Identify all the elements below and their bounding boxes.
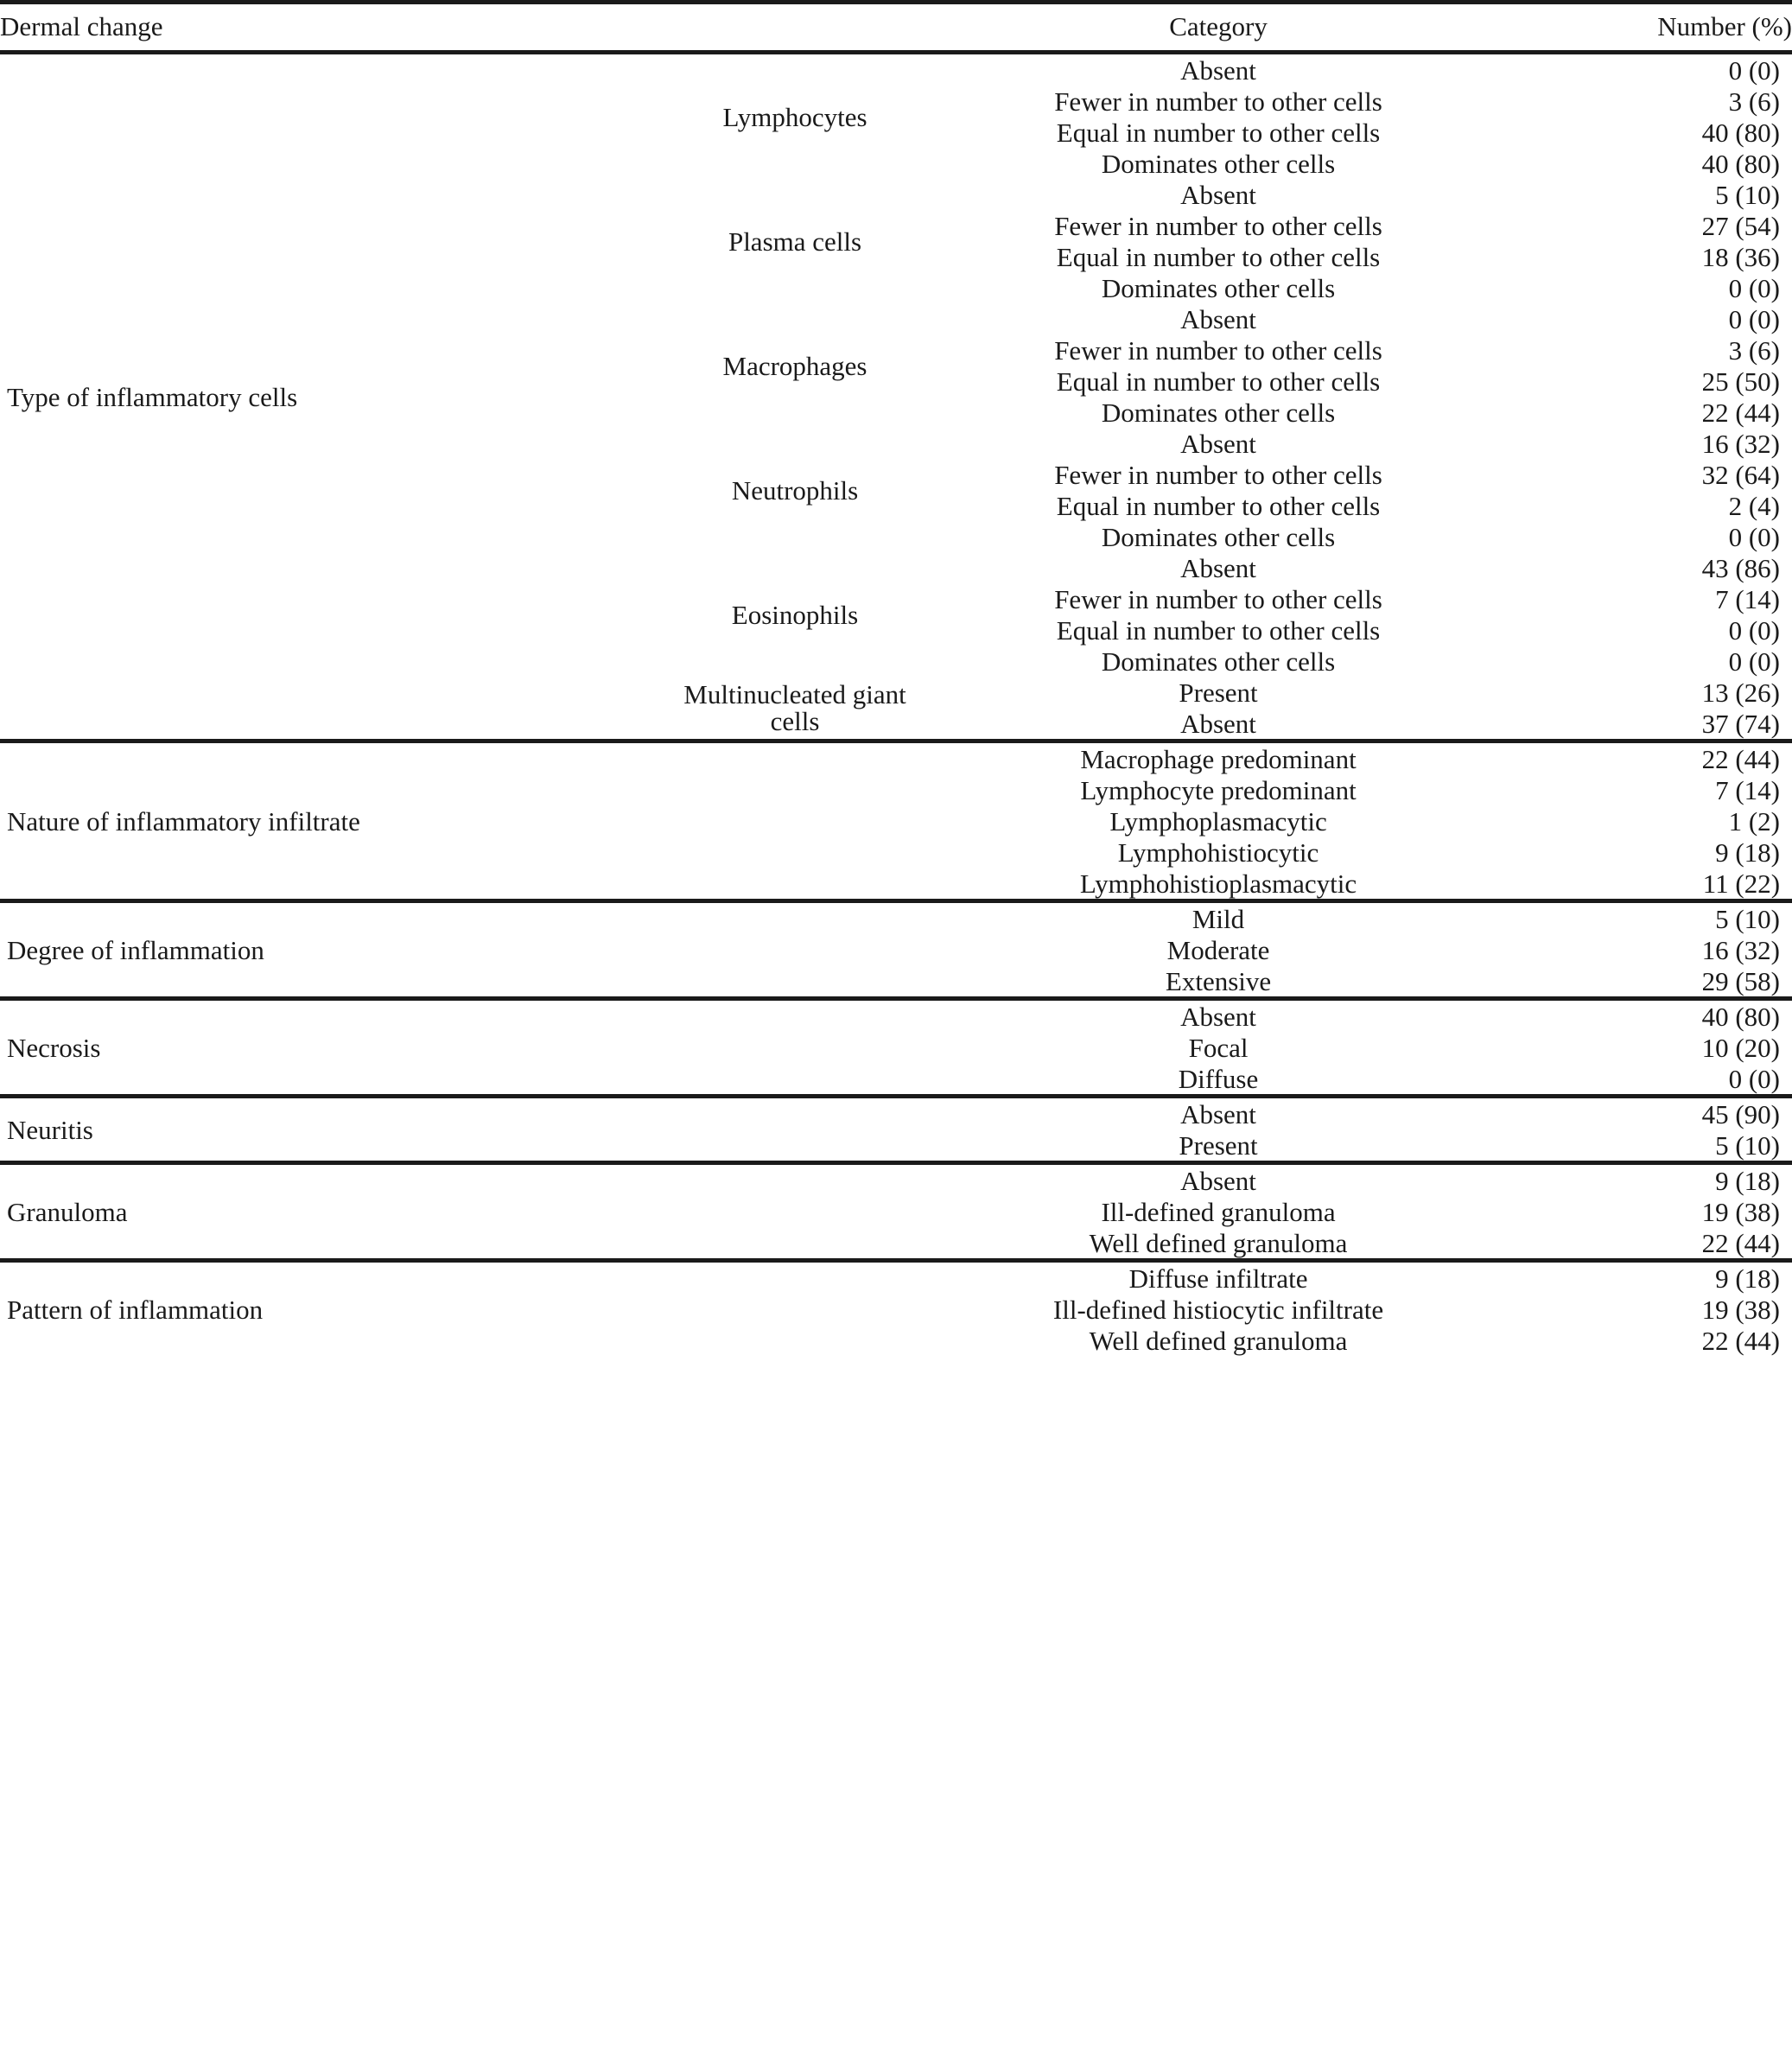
cell-category: Absent xyxy=(1180,303,1256,334)
cell-number: 22 (44) xyxy=(1521,741,1792,775)
table-row xyxy=(0,901,1792,935)
cell-category: Lymphohistioplasmacytic xyxy=(1079,868,1357,899)
cell-category: Equal in number to other cells xyxy=(1056,490,1381,521)
cell-number: 7 (14) xyxy=(1715,774,1781,805)
cell-category: Absent xyxy=(916,53,1521,86)
table-header xyxy=(0,3,1792,53)
cell-category: Absent xyxy=(1180,179,1256,210)
cell-number: 0 (0) xyxy=(1728,646,1781,677)
cell-number: 22 (44) xyxy=(1701,1227,1781,1258)
cell-number: 16 (32) xyxy=(1701,428,1781,459)
row-subheader-cell-type: Neutrophils xyxy=(731,474,859,506)
cell-category: Absent xyxy=(1180,552,1256,583)
cell-number: 27 (54) xyxy=(1701,210,1781,241)
row-subheader-cell-type xyxy=(674,1261,916,1357)
cell-number: 0 (0) xyxy=(1728,272,1781,303)
cell-number: 11 (22) xyxy=(1702,868,1781,899)
column-header-number: Number (%) xyxy=(1521,3,1792,53)
cell-number: 16 (32) xyxy=(1701,934,1781,965)
cell-number: 40 (80) xyxy=(1701,117,1781,148)
column-header-category: Category xyxy=(916,3,1521,53)
row-header-dermal-change: Neuritis xyxy=(0,1097,674,1163)
cell-category: Mild xyxy=(916,901,1521,935)
cell-category: Fewer in number to other cells xyxy=(1054,459,1382,490)
table-body xyxy=(0,53,1792,1357)
cell-number: 5 (10) xyxy=(1715,179,1781,210)
row-header-dermal-change: Type of inflammatory cells xyxy=(0,53,674,741)
cell-category: Equal in number to other cells xyxy=(1056,117,1381,148)
row-header-dermal-change: Necrosis xyxy=(0,999,674,1097)
row-subheader-cell-type: Multinucleated giant cells xyxy=(683,679,906,736)
cell-number: 40 (80) xyxy=(1521,999,1792,1033)
row-subheader-cell-type xyxy=(674,741,916,901)
header-row xyxy=(0,3,1792,53)
cell-category: Equal in number to other cells xyxy=(1056,614,1381,646)
cell-number: 9 (18) xyxy=(1715,837,1781,868)
cell-category: Present xyxy=(1179,1129,1258,1161)
row-subheader-cell-type: Macrophages xyxy=(722,350,867,381)
cell-category: Extensive xyxy=(1165,965,1272,996)
row-subheader-cell-type xyxy=(674,1097,916,1163)
cell-number: 19 (38) xyxy=(1701,1196,1781,1227)
cell-number: 29 (58) xyxy=(1701,965,1781,996)
row-header-dermal-change: Degree of inflammation xyxy=(0,901,674,999)
table-row xyxy=(0,1163,1792,1197)
cell-category: Dominates other cells xyxy=(1101,397,1336,428)
cell-category: Absent xyxy=(1180,428,1256,459)
cell-number: 45 (90) xyxy=(1521,1097,1792,1130)
cell-category: Well defined granuloma xyxy=(1089,1325,1348,1356)
cell-number: 32 (64) xyxy=(1701,459,1781,490)
cell-number: 13 (26) xyxy=(1701,677,1781,708)
row-subheader-cell-type: Eosinophils xyxy=(731,599,859,630)
cell-number: 9 (18) xyxy=(1521,1261,1792,1295)
row-subheader-cell-type xyxy=(674,999,916,1097)
cell-category: Ill-defined granuloma xyxy=(1101,1196,1336,1227)
cell-number: 18 (36) xyxy=(1701,241,1781,272)
cell-category: Fewer in number to other cells xyxy=(1054,86,1382,117)
table-row xyxy=(0,1261,1792,1295)
cell-number: 5 (10) xyxy=(1521,901,1792,935)
cell-category: Present xyxy=(1179,677,1258,708)
row-header-dermal-change: Pattern of inflammation xyxy=(0,1261,674,1357)
cell-category: Focal xyxy=(1188,1032,1249,1063)
row-header-dermal-change: Nature of inflammatory infiltrate xyxy=(0,741,674,901)
cell-category: Moderate xyxy=(1166,934,1270,965)
cell-number: 19 (38) xyxy=(1701,1294,1781,1325)
cell-category: Absent xyxy=(916,1163,1521,1197)
row-subheader-cell-type xyxy=(674,1163,916,1261)
cell-category: Equal in number to other cells xyxy=(1056,366,1381,397)
cell-number: 3 (6) xyxy=(1728,86,1781,117)
row-subheader-cell-type: Plasma cells xyxy=(728,226,862,257)
cell-number: 2 (4) xyxy=(1728,490,1781,521)
cell-number: 3 (6) xyxy=(1728,334,1781,366)
cell-number: 10 (20) xyxy=(1701,1032,1781,1063)
cell-category: Ill-defined histiocytic infiltrate xyxy=(1052,1294,1384,1325)
table-row xyxy=(0,53,1792,86)
cell-category: Absent xyxy=(1180,708,1256,739)
cell-category: Absent xyxy=(916,1097,1521,1130)
table-row xyxy=(0,999,1792,1033)
cell-number: 22 (44) xyxy=(1701,397,1781,428)
cell-category: Lymphoplasmacytic xyxy=(1109,805,1327,837)
table-row xyxy=(0,1097,1792,1130)
cell-category: Macrophage predominant xyxy=(916,741,1521,775)
cell-category: Fewer in number to other cells xyxy=(1054,334,1382,366)
cell-number: 0 (0) xyxy=(1728,614,1781,646)
cell-category: Dominates other cells xyxy=(1101,521,1336,552)
cell-number: 37 (74) xyxy=(1701,708,1781,739)
row-subheader-cell-type: Lymphocytes xyxy=(674,53,916,180)
cell-number: 43 (86) xyxy=(1701,552,1781,583)
cell-category: Absent xyxy=(916,999,1521,1033)
cell-category: Diffuse infiltrate xyxy=(916,1261,1521,1295)
cell-category: Well defined granuloma xyxy=(1089,1227,1348,1258)
cell-category: Lymphocyte predominant xyxy=(1080,774,1357,805)
cell-category: Lymphohistiocytic xyxy=(1117,837,1319,868)
cell-number: 22 (44) xyxy=(1701,1325,1781,1356)
cell-category: Dominates other cells xyxy=(1101,272,1336,303)
cell-number: 5 (10) xyxy=(1715,1129,1781,1161)
cell-number: 9 (18) xyxy=(1521,1163,1792,1197)
cell-number: 0 (0) xyxy=(1521,53,1792,86)
cell-number: 1 (2) xyxy=(1728,805,1781,837)
cell-number: 0 (0) xyxy=(1728,1063,1781,1094)
cell-category: Fewer in number to other cells xyxy=(1054,210,1382,241)
cell-category: Diffuse xyxy=(1178,1063,1259,1094)
cell-number: 7 (14) xyxy=(1715,583,1781,614)
cell-category: Dominates other cells xyxy=(1101,148,1336,179)
cell-category: Dominates other cells xyxy=(1101,646,1336,677)
cell-number: 25 (50) xyxy=(1701,366,1781,397)
cell-number: 0 (0) xyxy=(1728,521,1781,552)
cell-number: 0 (0) xyxy=(1728,303,1781,334)
row-subheader-cell-type xyxy=(674,901,916,999)
cell-category: Equal in number to other cells xyxy=(1056,241,1381,272)
cell-number: 40 (80) xyxy=(1701,148,1781,179)
cell-category: Fewer in number to other cells xyxy=(1054,583,1382,614)
column-header-dermal-change: Dermal change xyxy=(0,3,916,53)
table-row xyxy=(0,741,1792,775)
row-header-dermal-change: Granuloma xyxy=(0,1163,674,1261)
